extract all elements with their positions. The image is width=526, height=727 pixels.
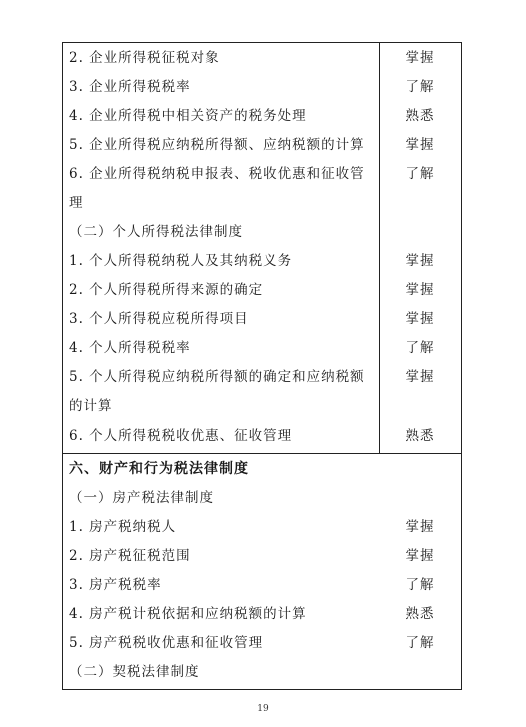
topic-cell: 6. 个人所得税税收优惠、征收管理: [69, 428, 293, 444]
level-cell: 了解: [405, 79, 435, 95]
level-cell: 掌握: [405, 282, 435, 298]
topic-line-2: 的计算: [69, 398, 113, 414]
topic-line-2: 理: [69, 195, 84, 211]
level-cell: 了解: [405, 166, 435, 182]
level-cell: 掌握: [405, 253, 435, 269]
topic-cell: 3. 房产税税率: [69, 577, 162, 593]
table-row: [63, 484, 461, 513]
table-row: [63, 542, 461, 571]
topic-cell: 5. 房产税税收优惠和征收管理: [69, 635, 264, 651]
level-cell: 熟悉: [405, 108, 435, 124]
topic-cell: 4. 个人所得税税率: [69, 340, 191, 356]
syllabus-table: [62, 42, 462, 690]
topic-cell: [69, 160, 373, 218]
topic-cell: 4. 房产税计税依据和应纳税额的计算: [69, 606, 307, 622]
level-cell: 了解: [405, 340, 435, 356]
level-cell: 掌握: [405, 519, 435, 535]
level-cell: 掌握: [405, 137, 435, 153]
table-row: [63, 334, 461, 363]
topic-cell: 2. 企业所得税征税对象: [69, 50, 220, 66]
level-cell: 熟悉: [405, 606, 435, 622]
topic-cell: 3. 个人所得税应税所得项目: [69, 311, 249, 327]
table-row: [63, 44, 461, 73]
level-cell: 掌握: [405, 311, 435, 327]
table-row: [63, 218, 461, 247]
table-row: [63, 102, 461, 131]
page-number: 19: [257, 704, 269, 714]
topic-cell: 2. 房产税征税范围: [69, 548, 191, 564]
level-cell: 掌握: [405, 548, 435, 564]
topic-line-1: 6. 企业所得税纳税申报表、税收优惠和征收管: [69, 166, 365, 182]
table-row: [63, 600, 461, 629]
table-row: [63, 629, 461, 658]
topic-cell: 3. 企业所得税税率: [69, 79, 191, 95]
table-row: [63, 658, 461, 687]
subsection-heading: （一）房产税法律制度: [69, 490, 214, 506]
section-heading: 六、财产和行为税法律制度: [69, 461, 249, 477]
subsection-heading: （二）个人所得税法律制度: [69, 224, 243, 240]
level-cell: 熟悉: [405, 428, 435, 444]
level-cell: 掌握: [405, 369, 435, 385]
topic-cell: 2. 个人所得税所得来源的确定: [69, 282, 264, 298]
table-row: [63, 363, 461, 421]
topic-cell: 1. 房产税纳税人: [69, 519, 177, 535]
table-row: [63, 131, 461, 160]
table-row: [63, 73, 461, 102]
topic-cell: 4. 企业所得税中相关资产的税务处理: [69, 108, 307, 124]
section-heading-row: [63, 455, 461, 484]
level-cell: 了解: [405, 635, 435, 651]
table-row: [63, 160, 461, 218]
table-row: [63, 513, 461, 542]
table-section-property-tax: [63, 454, 461, 689]
topic-cell: 5. 企业所得税应纳税所得额、应纳税额的计算: [69, 137, 365, 153]
topic-line-1: 5. 个人所得税应纳税所得额的确定和应纳税额: [69, 369, 365, 385]
table-row: [63, 276, 461, 305]
table-row: [63, 305, 461, 334]
table-row: [63, 422, 461, 451]
table-row: [63, 247, 461, 276]
topic-cell: 1. 个人所得税纳税人及其纳税义务: [69, 253, 293, 269]
table-section-income-tax: [63, 43, 461, 454]
topic-cell: [69, 363, 373, 421]
level-cell: 了解: [405, 577, 435, 593]
level-cell: 掌握: [405, 50, 435, 66]
subsection-heading: （二）契税法律制度: [69, 664, 200, 680]
table-row: [63, 571, 461, 600]
